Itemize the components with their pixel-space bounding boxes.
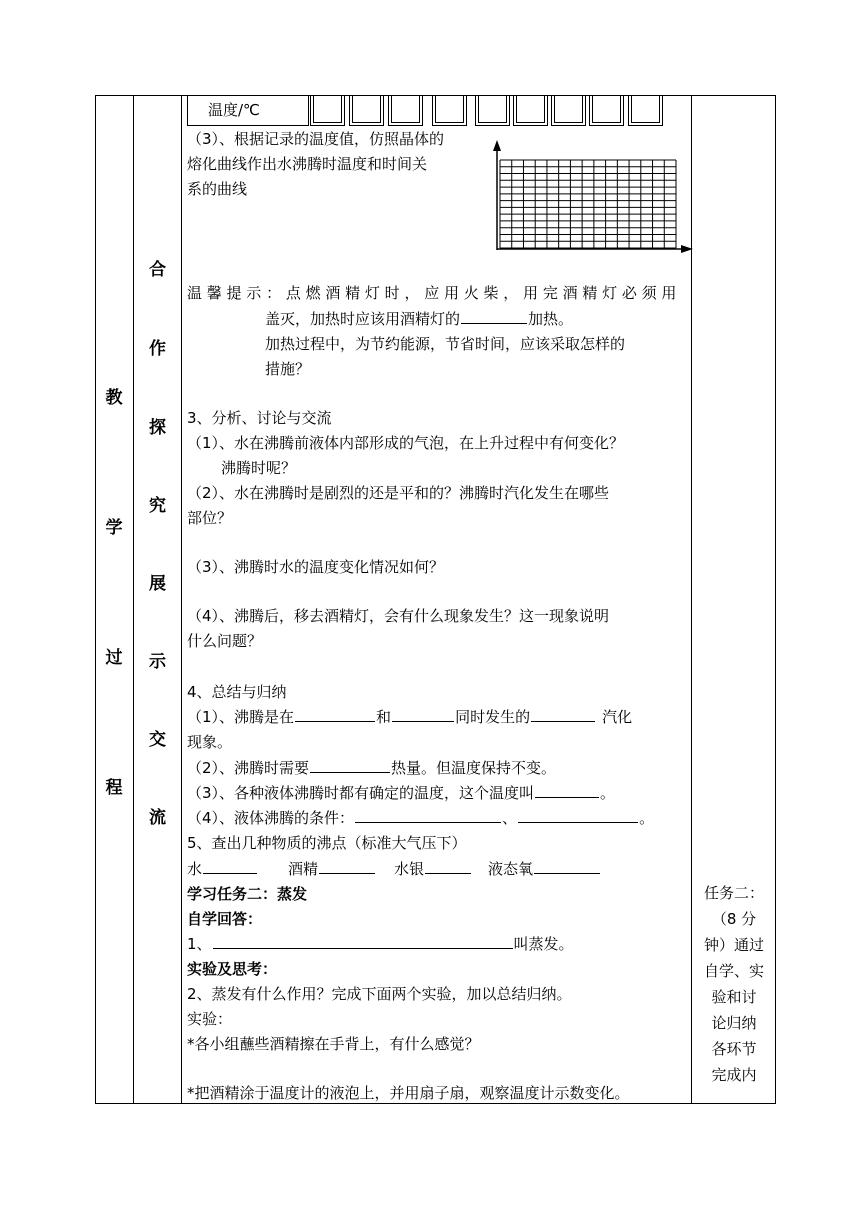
section4-title: 4、总结与归纳 [187, 683, 287, 701]
task2-title: 学习任务二：蒸发 [187, 885, 308, 903]
experiment-label: 实验： [187, 1010, 233, 1028]
vertical-char: 究 [149, 496, 166, 516]
section3-title: 3、分析、讨论与交流 [187, 409, 332, 427]
question-text: （2）、水在沸腾时是剧烈的还是平和的？沸腾时汽化发生在哪些 [187, 484, 610, 502]
fill-blank[interactable] [310, 758, 390, 773]
note-line: 完成内 [711, 1066, 757, 1084]
question-text: 1、 叫蒸发。 [187, 935, 574, 953]
tip-text: 盖灭，加热时应该用酒精灯的 加热。 [265, 310, 574, 328]
note-line: 钟）通过 [703, 936, 764, 954]
vertical-char: 教 [105, 388, 123, 408]
column-cooperation [134, 95, 181, 1104]
vertical-char: 探 [149, 418, 166, 438]
section5-title: 5、查出几种物质的沸点（标准大气压下） [187, 834, 467, 852]
column-notes [692, 880, 776, 1088]
tip-text: 温 馨 提 示 ： 点 燃 酒 精 灯 时 ， 应 用 火 柴 ， 用 完 酒 精 灯 必 须 用 [187, 284, 677, 302]
vertical-char: 过 [105, 648, 123, 668]
vertical-char: 示 [149, 652, 166, 672]
vertical-char: 学 [105, 518, 123, 538]
fill-blank[interactable] [461, 309, 527, 324]
step3-text: （3）、根据记录的温度值，仿照晶体的 [187, 130, 445, 148]
note-line: 任务二： [703, 884, 764, 902]
question-text: （4）、沸腾后，移去酒精灯，会有什么现象发生？这一现象说明 [187, 607, 610, 625]
note-line: 各环节 [711, 1040, 757, 1058]
self-answer-label: 自学回答： [187, 910, 263, 928]
experiment-item: *各小组蘸些酒精擦在手背上，有什么感觉？ [187, 1035, 480, 1053]
summary-item: （1）、沸腾是在 和 同时发生的 汽化 [187, 708, 633, 726]
experiment-title: 实验及思考： [187, 960, 278, 978]
tip-text: 措施？ [265, 360, 311, 378]
temperature-label: 温度/℃ [208, 101, 260, 119]
vertical-char: 程 [105, 778, 123, 798]
question-text: 2、蒸发有什么作用？完成下面两个实验，加以总结归纳。 [187, 985, 572, 1003]
fill-blank[interactable] [518, 808, 638, 823]
vertical-char: 流 [149, 808, 166, 828]
fill-blank[interactable] [355, 808, 501, 823]
fill-blank[interactable] [425, 859, 471, 874]
fill-blank[interactable] [392, 707, 454, 722]
step3-text: 系的曲线 [187, 180, 248, 198]
main-content [187, 95, 687, 1104]
fill-blank[interactable] [531, 707, 595, 722]
column-teaching-process [95, 95, 133, 1104]
note-line: 验和讨 [711, 988, 757, 1006]
question-text: 沸腾时呢？ [221, 459, 297, 477]
tip-text: 加热过程中，为节约能源，节省时间，应该采取怎样的 [265, 335, 626, 353]
summary-item: （3）、各种液体沸腾时都有确定的温度，这个温度叫 。 [187, 784, 616, 802]
fill-blank[interactable] [319, 859, 375, 874]
fill-blank[interactable] [213, 934, 513, 949]
vertical-char: 交 [149, 730, 166, 750]
vertical-char: 作 [149, 339, 166, 359]
question-text: （3）、沸腾时水的温度变化情况如何？ [187, 558, 445, 576]
experiment-item: *把酒精涂于温度计的液泡上，并用扇子扇，观察温度计示数变化。 [187, 1084, 630, 1102]
note-line: 自学、实 [703, 962, 764, 980]
summary-item: （4）、液体沸腾的条件： 、 。 [187, 809, 655, 827]
vertical-char: 合 [149, 260, 166, 280]
note-line: （8 分 [711, 910, 757, 928]
question-text: 什么问题？ [187, 632, 263, 650]
note-line: 论归纳 [711, 1014, 757, 1032]
column-divider [181, 95, 182, 1104]
vertical-char: 展 [149, 574, 166, 594]
fill-blank[interactable] [535, 783, 599, 798]
question-text: （1）、水在沸腾前液体内部形成的气泡，在上升过程中有何变化？ [187, 434, 625, 452]
step3-text: 熔化曲线作出水沸腾时温度和时间关 [187, 155, 428, 173]
boiling-points: 水 酒精 水银 液态氧 [187, 857, 601, 882]
summary-item: （2）、沸腾时需要 热量。但温度保持不变。 [187, 759, 557, 777]
fill-blank[interactable] [203, 859, 257, 874]
question-text: 部位？ [187, 509, 233, 527]
fill-blank[interactable] [295, 707, 375, 722]
summary-item: 现象。 [187, 733, 233, 751]
fill-blank[interactable] [534, 859, 600, 874]
